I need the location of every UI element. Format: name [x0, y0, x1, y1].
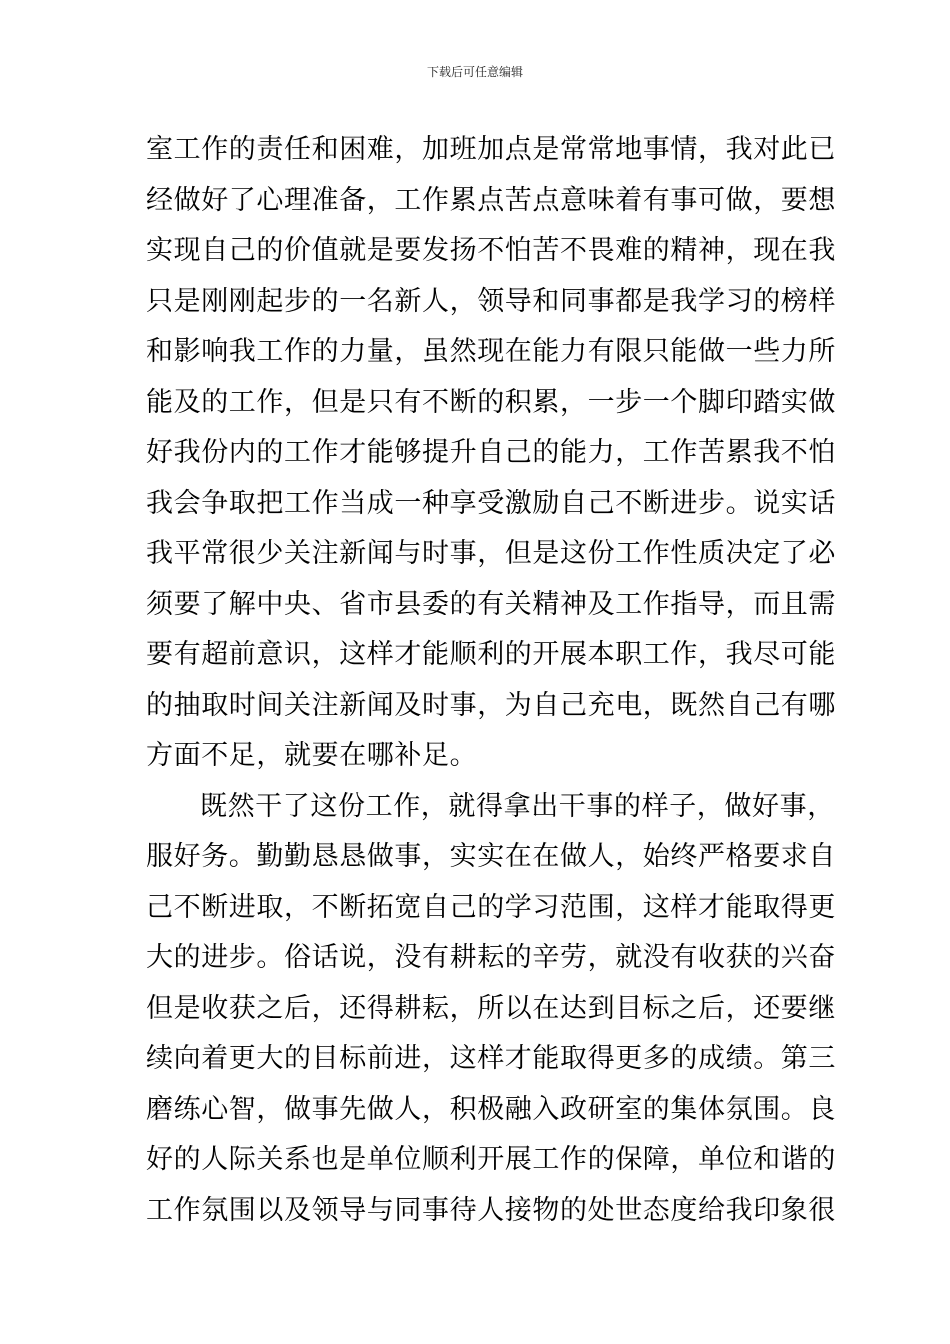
text-line: 己不断进取，不断拓宽自己的学习范围，这样才能取得更 [146, 891, 836, 923]
text-line: 能及的工作，但是只有不断的积累，一步一个脚印踏实做 [146, 386, 836, 418]
text-line: 实现自己的价值就是要发扬不怕苦不畏难的精神，现在我 [146, 235, 836, 266]
text-line: 我会争取把工作当成一种享受激励自己不断进步。说实话 [146, 487, 836, 519]
text-line: 须要了解中央、省市县委的有关精神及工作指导，而且需 [146, 588, 836, 620]
text-line: 服好务。勤勤恳恳做事，实实在在做人，始终严格要求自 [146, 841, 836, 872]
text-line: 室工作的责任和困难，加班加点是常常地事情，我对此已 [146, 134, 836, 165]
text-line: 方面不足，就要在哪补足。 [146, 740, 478, 771]
text-line: 工作氛围以及领导与同事待人接物的处世态度给我印象很 [146, 1194, 836, 1226]
text-line: 和影响我工作的力量，虽然现在能力有限只能做一些力所 [146, 336, 836, 367]
body-text [146, 125, 836, 1236]
text-line: 只是刚刚起步的一名新人，领导和同事都是我学习的榜样 [146, 285, 836, 317]
text-line: 续向着更大的目标前进，这样才能取得更多的成绩。第三 [146, 1043, 836, 1074]
paragraph-first-line: 既然干了这份工作，就得拿出干事的样子，做好事， [200, 790, 835, 822]
text-line: 我平常很少关注新闻与时事，但是这份工作性质决定了必 [146, 538, 836, 569]
text-line: 经做好了心理准备，工作累点苦点意味着有事可做，要想 [146, 184, 836, 216]
text-line: 的抽取时间关注新闻及时事，为自己充电，既然自己有哪 [146, 689, 836, 721]
text-line: 但是收获之后，还得耕耘，所以在达到目标之后，还要继 [146, 992, 836, 1024]
text-line: 好的人际关系也是单位顺利开展工作的保障，单位和谐的 [146, 1144, 836, 1175]
text-line: 好我份内的工作才能够提升自己的能力，工作苦累我不怕 [146, 437, 836, 468]
text-line: 磨练心智，做事先做人，积极融入政研室的集体氛围。良 [146, 1093, 836, 1125]
page-header: 下载后可任意编辑 [426, 65, 523, 79]
text-line: 要有超前意识，这样才能顺利的开展本职工作，我尽可能 [146, 639, 836, 670]
text-line: 大的进步。俗话说，没有耕耘的辛劳，就没有收获的兴奋 [146, 942, 836, 973]
